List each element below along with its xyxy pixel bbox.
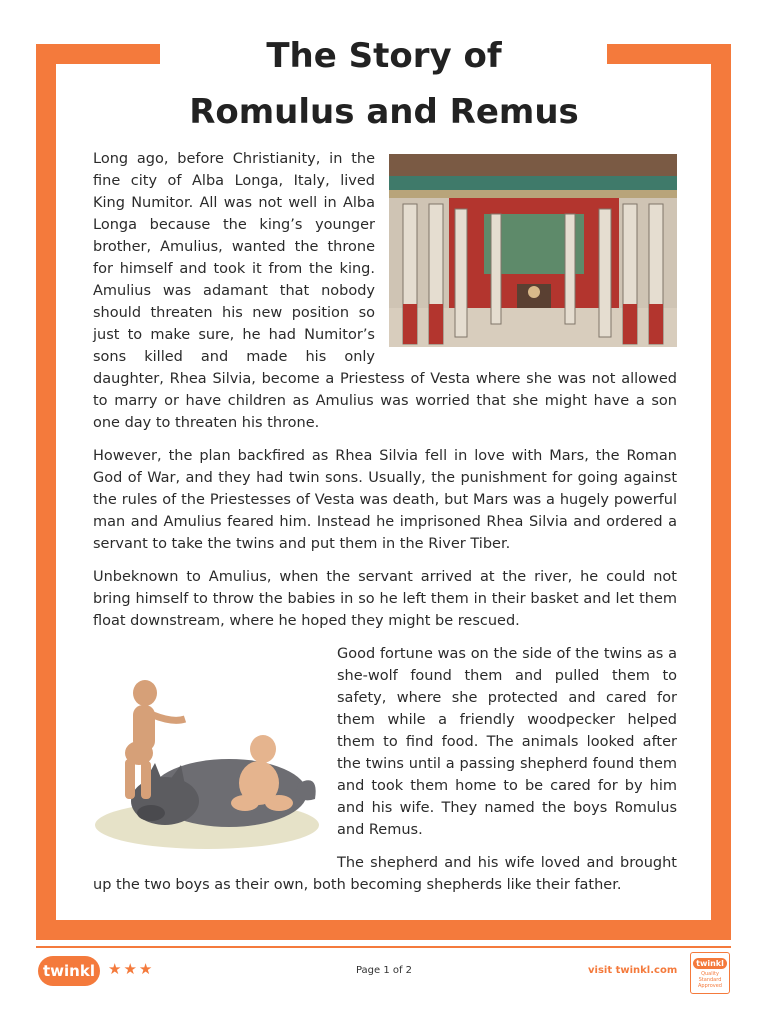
paragraph-4 — [93, 643, 677, 841]
page-title — [150, 28, 618, 140]
wolf-twins-illustration — [89, 653, 325, 853]
paragraph-3: Unbeknown to Amulius, when the servant arrived at the river, he could not bring himself to throw the babies in so he left them in their basket and let them float downstream, where he hoped they might be rescued. — [93, 569, 677, 629]
twinkl-logo: twinkl — [38, 956, 100, 986]
paragraph-1 — [93, 148, 677, 434]
title-line-1: The Story of — [266, 36, 502, 76]
paragraph-1-text: Long ago, before Christianity, in the fine city of Alba Longa, Italy, lived King Numitor. All was not well in Alba Longa because the king’s younger brother, Amulius, wanted the throne for himself and took it from the king. Amulius was adamant that nobody should threaten his new position so just to make sure, he had Numitor’s sons killed and made his only daughter, Rhea Silvia, become a Priestess of Vesta where she was not allowed to marry or have children as Amulius was worried that she might have a son one day to threaten his throne. — [93, 151, 677, 431]
page-number: Page 1 of 2 — [355, 965, 413, 976]
paragraph-2: However, the plan backfired as Rhea Silvia fell in love with Mars, the Roman God of War, and they had twin sons. Usually, the punishment for going against the rules of the Priestesses of Vesta was death, but Mars was a hugely powerful man and Amulius feared him. Instead he imprisoned Rhea Silvia and ordered a servant to take the twins and put them in the River Tiber. — [93, 448, 677, 552]
footer-divider — [36, 946, 731, 948]
title-line-2: Romulus and Remus — [189, 92, 579, 132]
paragraph-5: The shepherd and his wife loved and brought up the two boys as their own, both becoming shepherds like their father. — [93, 855, 677, 893]
badge-logo: twinkl — [693, 958, 727, 969]
quality-badge — [690, 952, 730, 994]
badge-text: Quality Standard Approved — [698, 970, 722, 989]
palace-illustration — [389, 154, 677, 347]
paragraph-4-text: Good fortune was on the side of the twins as a she-wolf found them and pulled them to safety, where she protected and cared for them while a friendly woodpecker helped them to find food. The animals looked after the twins until a passing shepherd found them and took them home to be cared for by him and his wife. They named the boys Romulus and Remus. — [337, 646, 677, 838]
story-text — [93, 148, 677, 907]
website-link[interactable]: visit twinkl.com — [588, 965, 678, 976]
star-icon: ★★★ — [108, 960, 155, 978]
